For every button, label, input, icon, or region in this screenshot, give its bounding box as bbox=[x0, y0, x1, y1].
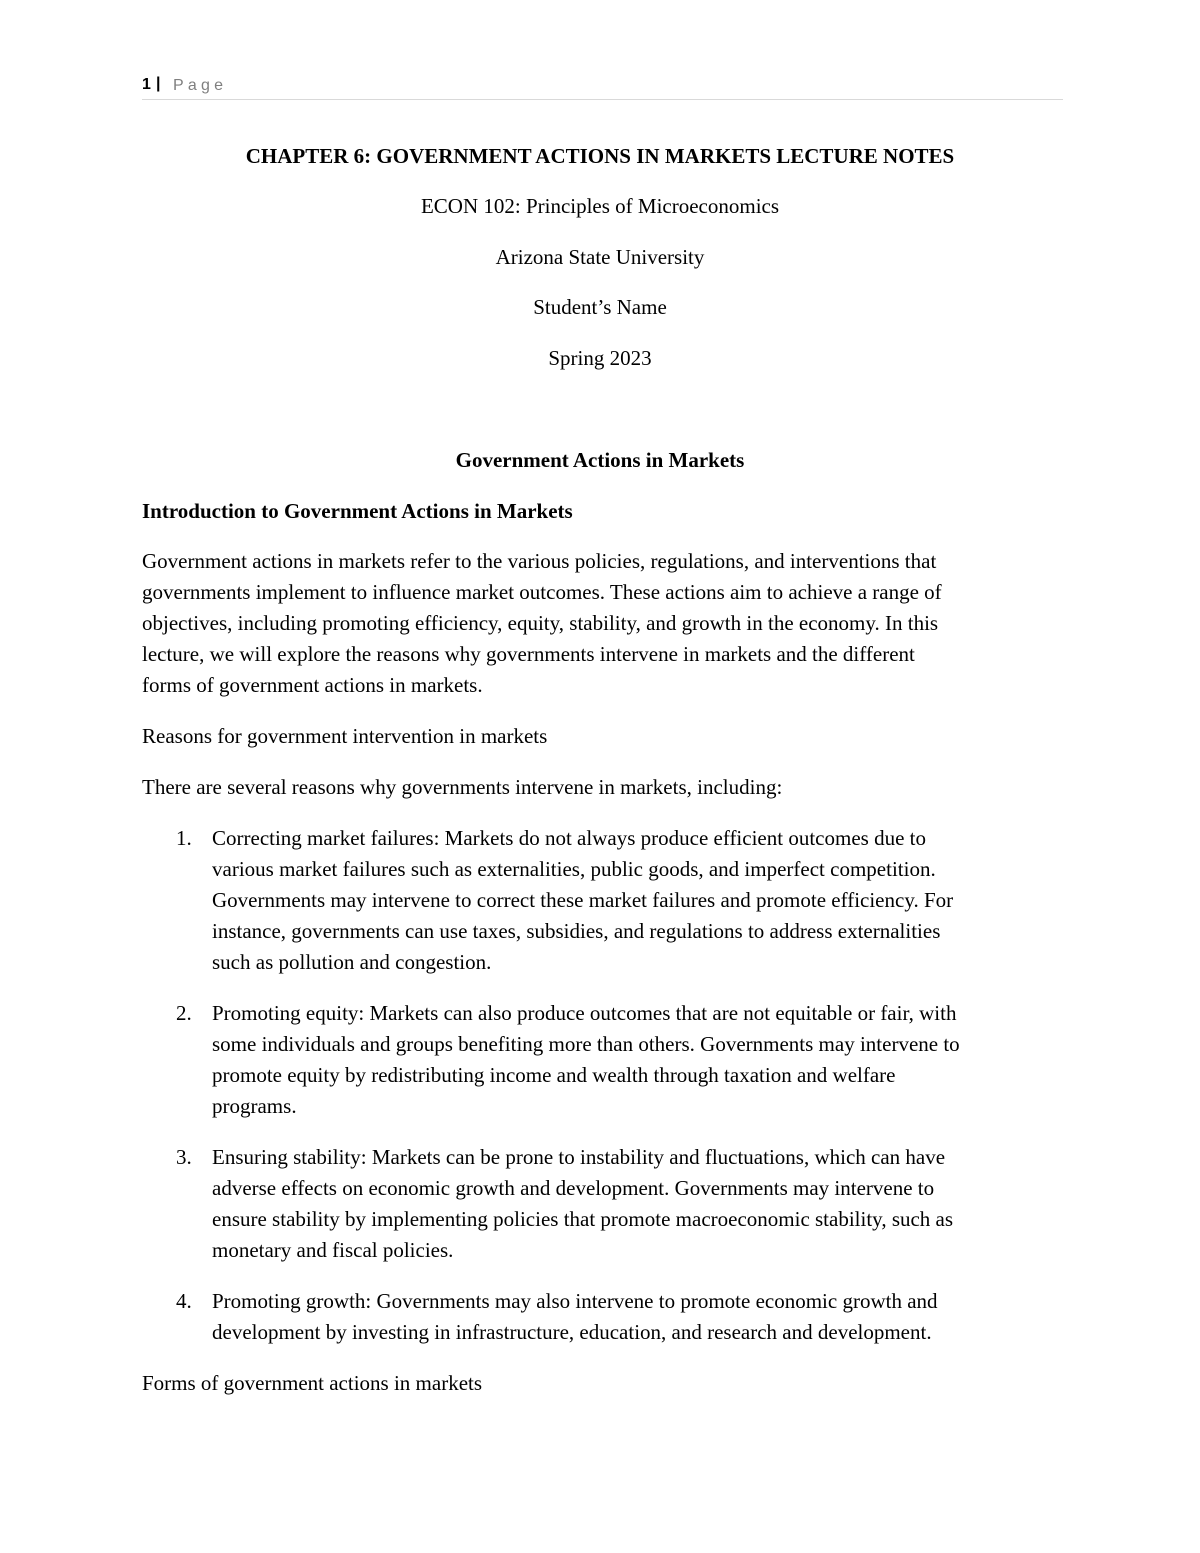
list-marker: 1. bbox=[176, 826, 192, 850]
document-title: CHAPTER 6: GOVERNMENT ACTIONS IN MARKETS LECTURE NOTES bbox=[245, 144, 955, 168]
paragraph-line: objectives, including promoting efficiency, equity, stability, and growth in the economy. In this bbox=[142, 611, 939, 635]
list-line: Correcting market failures: Markets do not always produce efficient outcomes due to bbox=[212, 826, 926, 850]
list-marker: 2. bbox=[176, 1001, 192, 1025]
list-marker: 4. bbox=[176, 1289, 192, 1313]
list-line: instance, governments can use taxes, subsidies, and regulations to address externalities bbox=[212, 919, 941, 943]
reasons-heading: Reasons for government intervention in markets bbox=[142, 724, 548, 748]
university-name: Arizona State University bbox=[495, 245, 705, 269]
forms-heading: Forms of government actions in markets bbox=[142, 1371, 483, 1395]
intro-heading: Introduction to Government Actions in Markets bbox=[142, 499, 573, 523]
list-marker: 3. bbox=[176, 1145, 192, 1169]
list-line: programs. bbox=[212, 1094, 297, 1118]
list-line: monetary and fiscal policies. bbox=[212, 1238, 454, 1262]
list-line: Ensuring stability: Markets can be prone to instability and fluctuations, which can have bbox=[212, 1145, 946, 1169]
paragraph-line: forms of government actions in markets. bbox=[142, 673, 483, 697]
page-label: Page bbox=[173, 77, 228, 94]
list-line: adverse effects on economic growth and development. Governments may intervene to bbox=[212, 1176, 935, 1200]
paragraph-line: governments implement to influence market outcomes. These actions aim to achieve a range of bbox=[142, 580, 942, 604]
list-line: some individuals and groups benefiting more than others. Governments may intervene to bbox=[212, 1032, 960, 1056]
list-line: Promoting equity: Markets can also produce outcomes that are not equitable or fair, with bbox=[212, 1001, 957, 1025]
section-heading: Government Actions in Markets bbox=[455, 448, 745, 472]
list-item-text bbox=[212, 1286, 1063, 1348]
course-name: ECON 102: Principles of Microeconomics bbox=[420, 194, 780, 218]
page-number: 1 bbox=[142, 76, 151, 93]
student-name: Student’s Name bbox=[533, 295, 667, 319]
reasons-intro: There are several reasons why governments intervene in markets, including: bbox=[142, 775, 783, 799]
list-item-text bbox=[212, 1142, 1063, 1266]
page-number-separator: | bbox=[156, 75, 161, 92]
list-item-text bbox=[212, 823, 1063, 978]
list-line: ensure stability by implementing policies that promote macroeconomic stability, such as bbox=[212, 1207, 954, 1231]
list-line: development by investing in infrastructure, education, and research and development. bbox=[212, 1320, 932, 1344]
list-line: various market failures such as externalities, public goods, and imperfect competition. bbox=[212, 857, 936, 881]
paragraph-line: lecture, we will explore the reasons why governments intervene in markets and the different bbox=[142, 642, 915, 666]
list-line: promote equity by redistributing income and wealth through taxation and welfare bbox=[212, 1063, 896, 1087]
paragraph-line: Government actions in markets refer to the various policies, regulations, and interventions that bbox=[142, 549, 937, 573]
intro-paragraph bbox=[142, 546, 1063, 701]
term: Spring 2023 bbox=[548, 346, 652, 370]
list-line: Promoting growth: Governments may also intervene to promote economic growth and bbox=[212, 1289, 938, 1313]
list-item-text bbox=[212, 998, 1063, 1122]
page-header bbox=[142, 72, 1063, 100]
list-line: such as pollution and congestion. bbox=[212, 950, 492, 974]
list-line: Governments may intervene to correct these market failures and promote efficiency. For bbox=[212, 888, 954, 912]
